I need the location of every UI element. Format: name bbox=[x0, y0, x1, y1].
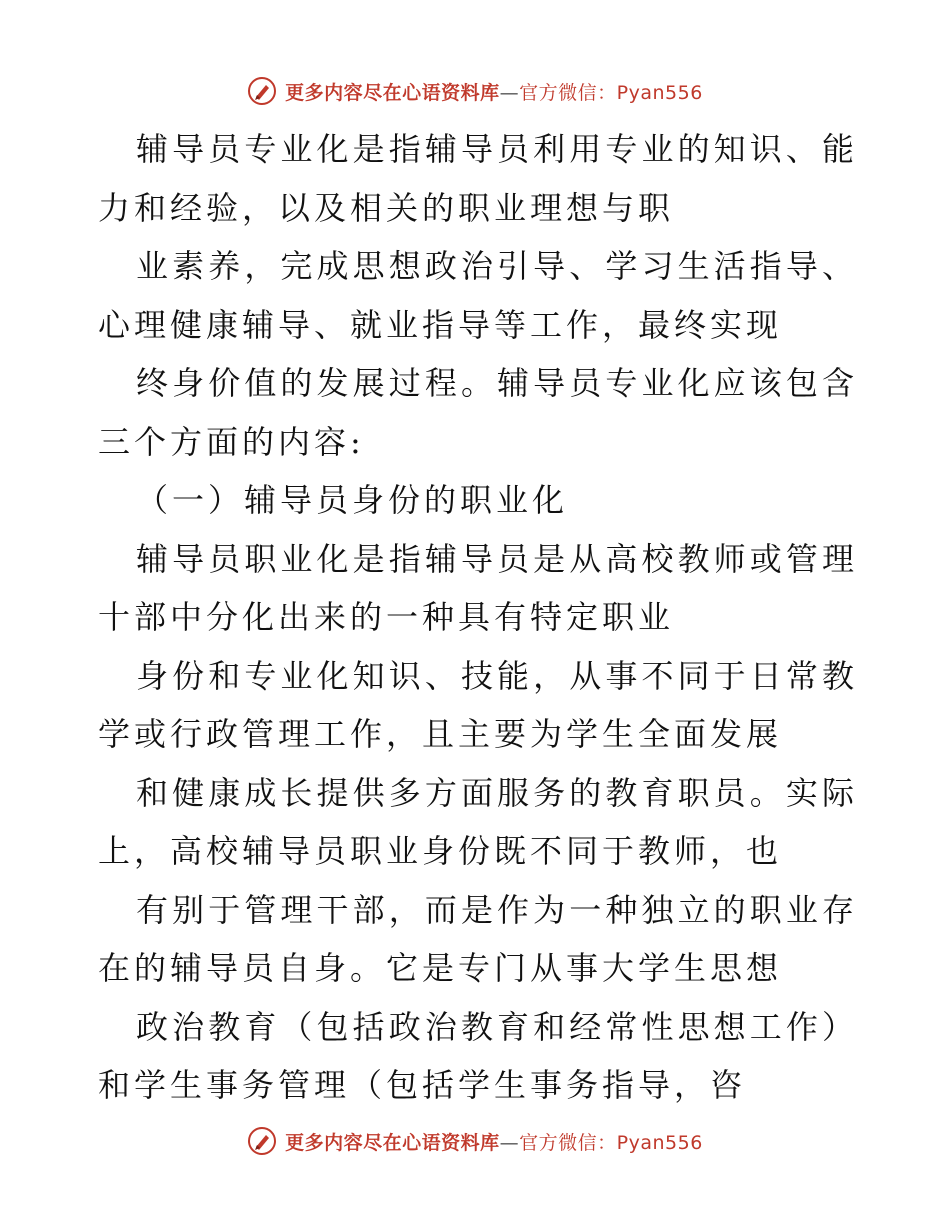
body-paragraph: 辅导员专业化是指辅导员利用专业的知识、能力和经验，以及相关的职业理想与职 bbox=[98, 130, 858, 227]
watermark-contact: 官方微信：Pyan556 bbox=[519, 1131, 703, 1154]
watermark-line bbox=[285, 1128, 703, 1155]
watermark-brand: 更多内容尽在心语资料库 bbox=[285, 81, 500, 104]
watermark-separator: — bbox=[499, 1131, 520, 1154]
body-paragraph: 身份和专业化知识、技能，从事不同于日常教学或行政管理工作，且主要为学生全面发展 bbox=[98, 656, 858, 753]
body-paragraph: 终身价值的发展过程。辅导员专业化应该包含三个方面的内容: bbox=[98, 364, 858, 461]
body-paragraph: 政治教育（包括政治教育和经常性思想工作）和学生事务管理（包括学生事务指导，咨 bbox=[98, 1007, 858, 1104]
footer-watermark bbox=[0, 1121, 950, 1161]
watermark-separator: — bbox=[499, 81, 520, 104]
section-heading: （一）辅导员身份的职业化 bbox=[136, 481, 569, 519]
watermark-brand: 更多内容尽在心语资料库 bbox=[285, 1131, 500, 1154]
body-paragraph: 和健康成长提供多方面服务的教育职员。实际上，高校辅导员职业身份既不同于教师，也 bbox=[98, 773, 858, 870]
watermark-line bbox=[285, 78, 703, 105]
body-paragraph: 业素养，完成思想政治引导、学习生活指导、心理健康辅导、就业指导等工作，最终实现 bbox=[98, 247, 858, 344]
watermark-contact: 官方微信：Pyan556 bbox=[519, 81, 703, 104]
pen-logo-icon bbox=[247, 1126, 277, 1156]
document-body bbox=[98, 120, 858, 1115]
body-paragraph: 有别于管理干部，而是作为一种独立的职业存在的辅导员自身。它是专门从事大学生思想 bbox=[98, 890, 858, 987]
header-watermark bbox=[0, 71, 950, 111]
body-paragraph: 辅导员职业化是指辅导员是从高校教师或管理十部中分化出来的一种具有特定职业 bbox=[98, 539, 858, 636]
pen-logo-icon bbox=[247, 76, 277, 106]
